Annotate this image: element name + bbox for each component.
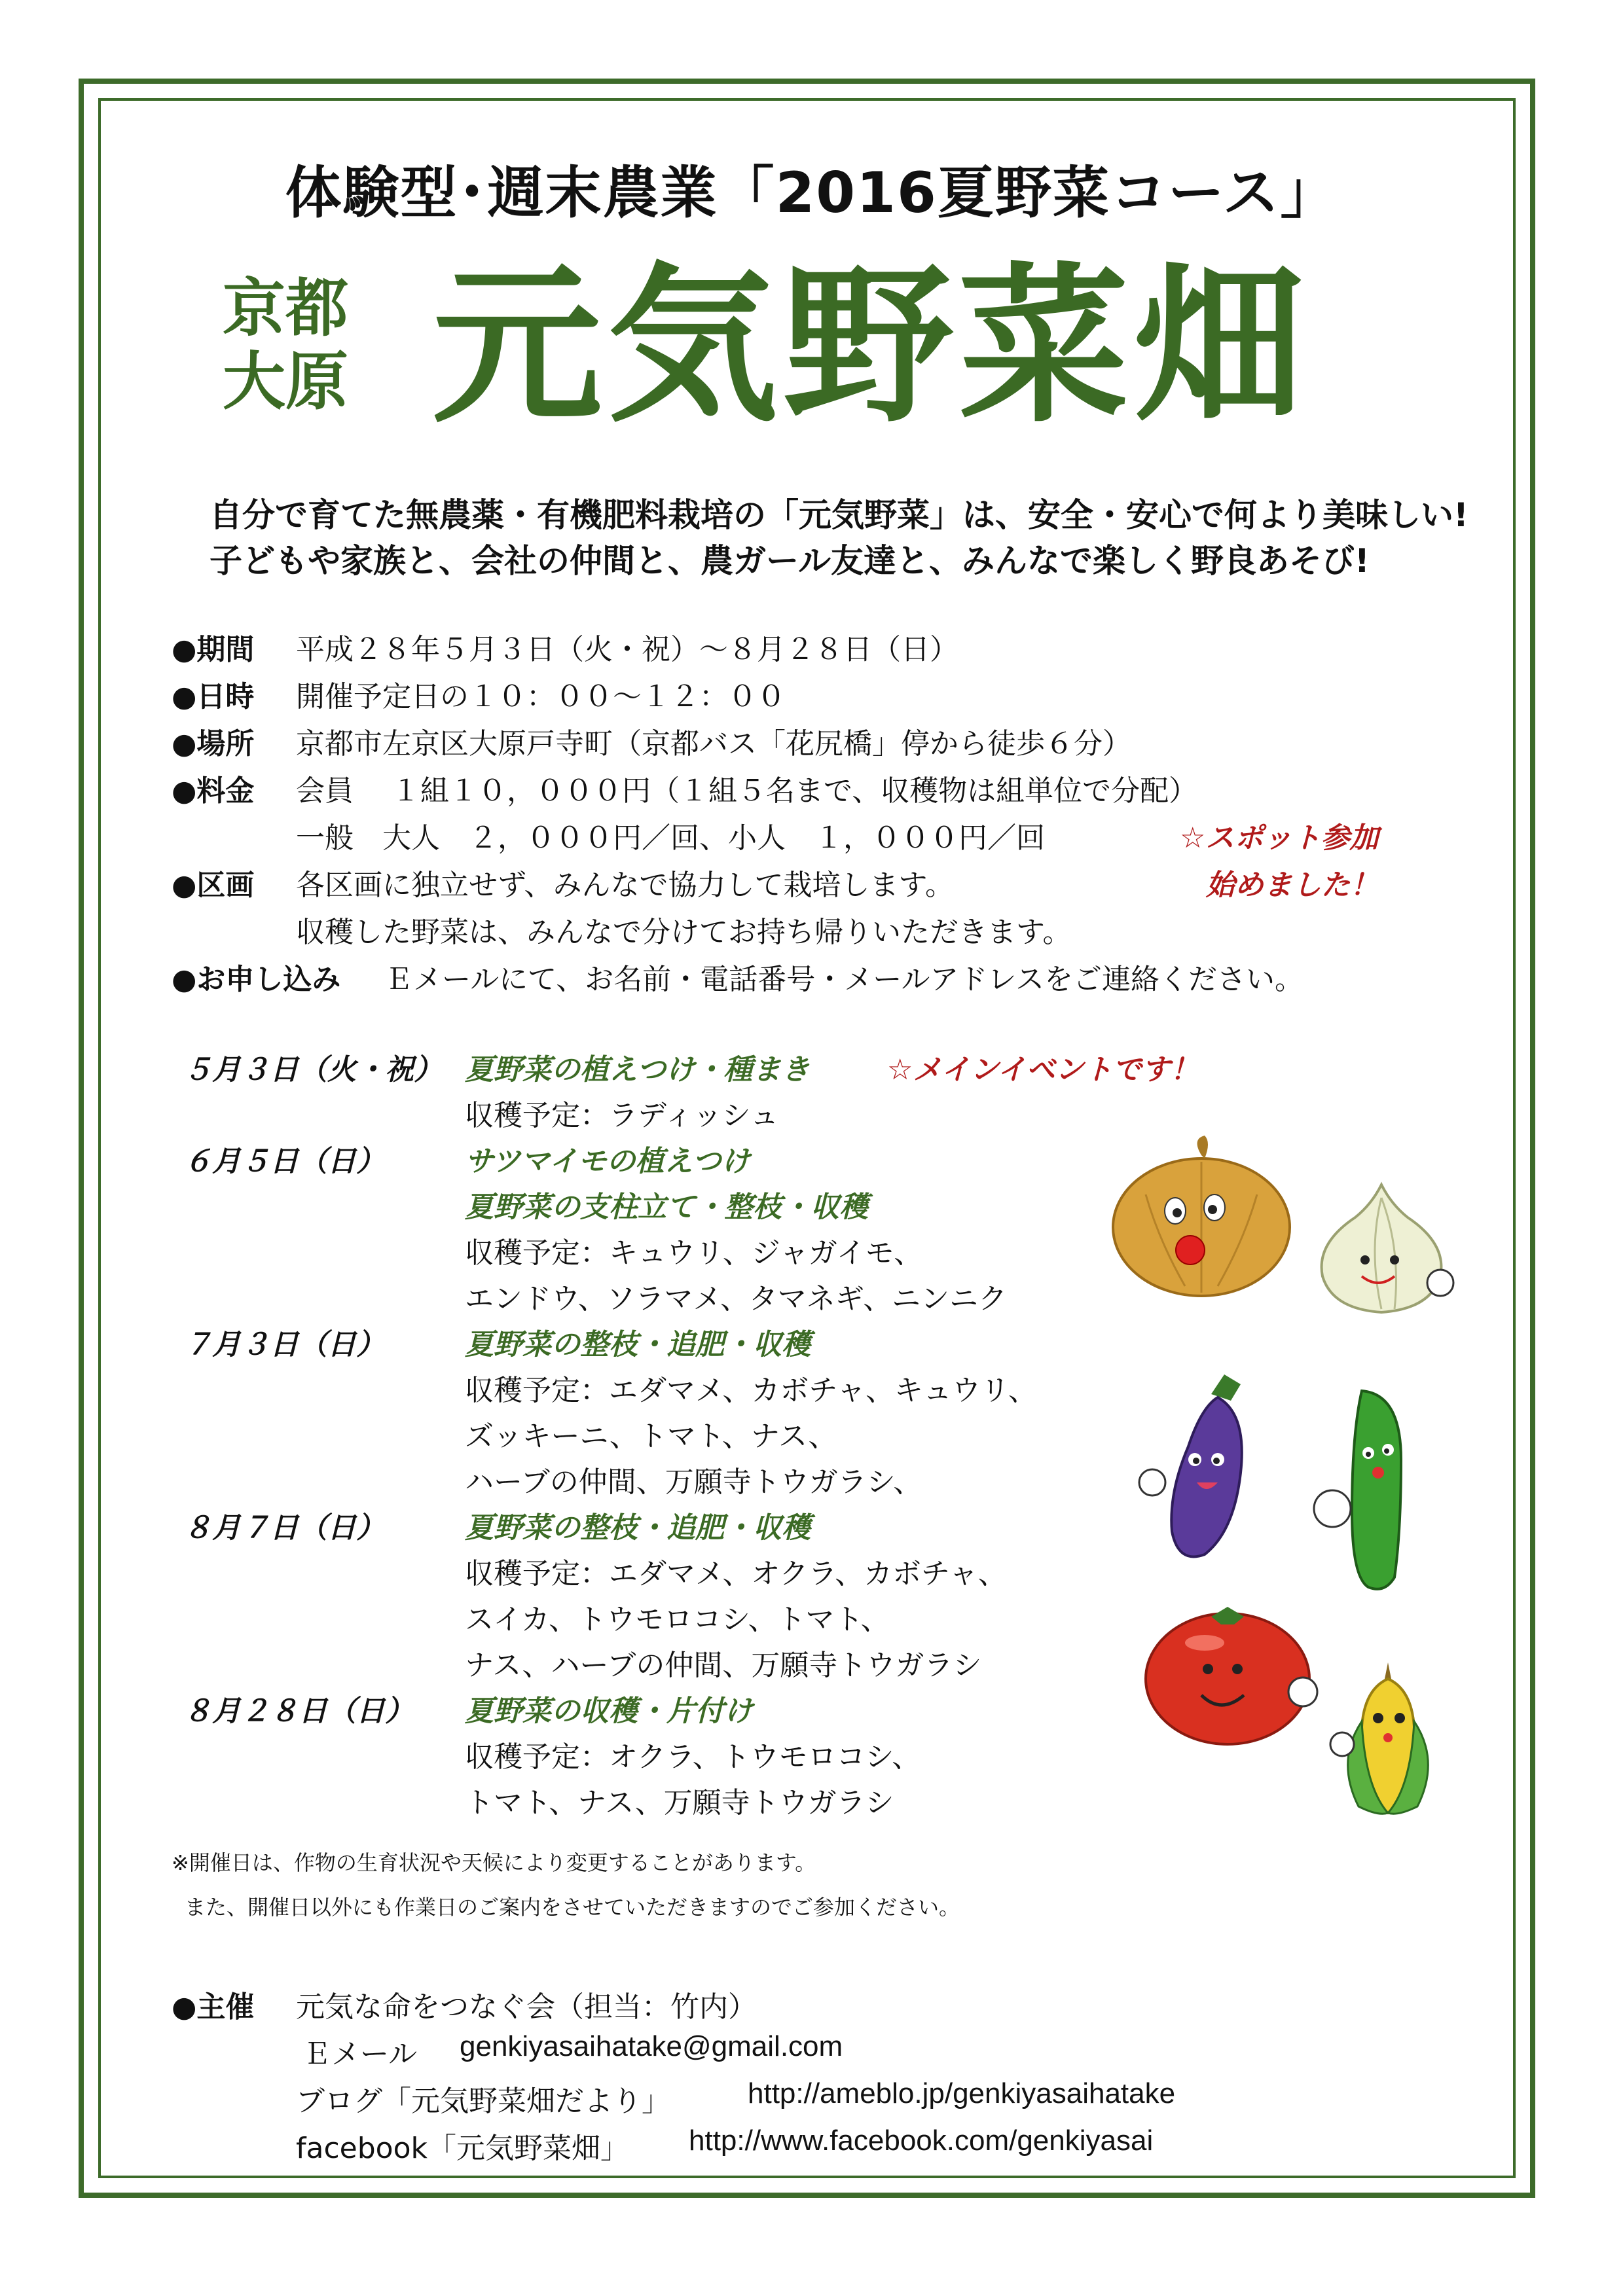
cucumber-character — [1303, 1381, 1434, 1597]
corn-character — [1322, 1656, 1453, 1820]
facebook-link[interactable]: http://www.facebook.com/genkiyasai — [689, 2125, 1154, 2157]
schedule-event: サツマイモの植えつけ — [465, 1145, 750, 1178]
harvest-text: 収穫予定：エダマメ、カボチャ、キュウリ、 — [465, 1374, 1037, 1407]
info-label: ●お申し込み — [172, 963, 341, 996]
info-value: 収穫した野菜は、みんなで分けてお持ち帰りいただきます。 — [296, 916, 1072, 949]
place-line-2: 大原 — [223, 345, 348, 418]
place-line-1: 京都 — [223, 272, 348, 345]
schedule-date: ５月３日（火・祝） — [183, 1053, 443, 1086]
garlic-character — [1309, 1178, 1460, 1322]
intro-line-1: 自分で育てた無農薬・有機肥料栽培の「元気野菜」は、安全・安心で何より美味しい! — [210, 496, 1468, 534]
subtitle: 体験型･週末農業「2016夏野菜コース」 — [285, 160, 1338, 226]
notes — [172, 1840, 960, 1929]
harvest-text: ズッキーニ、トマト、ナス、 — [465, 1420, 837, 1453]
note-line-1: ※開催日は、作物の生育状況や天候により変更することがあります。 — [172, 1850, 816, 1875]
organizer-name: 元気な命をつなぐ会（担当：竹内） — [296, 1990, 757, 2024]
harvest-text: トマト、ナス、万願寺トウガラシ — [465, 1786, 894, 1820]
blog-label: ブログ「元気野菜畑だより」 — [296, 2085, 670, 2118]
info-label: ●日時 — [172, 680, 255, 713]
schedule-event: 夏野菜の整枝・追肥・収穫 — [465, 1511, 811, 1545]
facebook-label: facebook「元気野菜畑」 — [296, 2132, 629, 2165]
onion-character — [1106, 1136, 1296, 1299]
harvest-text: 収穫予定：ラディッシュ — [465, 1099, 779, 1132]
schedule-date: ６月５日（日） — [183, 1145, 385, 1178]
harvest-text: ハーブの仲間、万願寺トウガラシ、 — [465, 1465, 922, 1499]
info-value: 一般 大人 ２，０００円／回、小人 １，０００円／回 — [296, 821, 1045, 855]
note-line-2: また、開催日以外にも作業日のご案内をさせていただきますのでご参加ください。 — [185, 1895, 960, 1920]
info-label: ●区画 — [172, 869, 255, 902]
schedule-date: ７月３日（日） — [183, 1328, 385, 1361]
blog-link[interactable]: http://ameblo.jp/genkiyasaihatake — [748, 2077, 1176, 2109]
spot-note-2: 始めました！ — [1206, 869, 1379, 902]
organizer-label: ●主催 — [172, 1990, 255, 2024]
info-value: 各区画に独立せず、みんなで協力して栽培します。 — [296, 869, 954, 902]
harvest-text: スイカ、トウモロコシ、トマト、 — [465, 1603, 890, 1636]
harvest-text: ナス、ハーブの仲間、万願寺トウガラシ — [465, 1649, 982, 1682]
harvest-text: 収穫予定：エダマメ、オクラ、カボチャ、 — [465, 1557, 1007, 1590]
email-link[interactable]: genkiyasaihatake@gmail.com — [460, 2030, 843, 2062]
place-name — [223, 272, 348, 418]
tomato-character — [1139, 1604, 1322, 1754]
main-title: 元気野菜畑 — [432, 248, 1309, 446]
intro-line-2: 子どもや家族と、会社の仲間と、農ガール友達と、みんなで楽しく野良あそび! — [210, 542, 1370, 580]
info-value: 会員 １組１０，０００円（１組５名まで、収穫物は組単位で分配） — [296, 774, 1198, 808]
info-value: 平成２８年５月３日（火・祝）～８月２８日（日） — [296, 633, 958, 666]
intro — [210, 492, 1468, 584]
harvest-text: エンドウ、ソラマメ、タマネギ、ニンニク — [465, 1282, 1008, 1316]
schedule-event: 夏野菜の植えつけ・種まき — [465, 1053, 811, 1086]
main-event-note: ☆メインイベントです！ — [887, 1053, 1199, 1086]
info-label: ●料金 — [172, 774, 255, 808]
email-label: Ｅメール — [302, 2037, 418, 2071]
schedule-date: ８月２８日（日） — [183, 1695, 414, 1728]
info-value: Ｅメールにて、お名前・電話番号・メールアドレスをご連絡ください。 — [384, 963, 1304, 996]
spot-note-1: ☆スポット参加 — [1180, 821, 1379, 855]
schedule-event: 夏野菜の整枝・追肥・収穫 — [465, 1328, 811, 1361]
info-label: ●期間 — [172, 633, 255, 666]
schedule-date: ８月７日（日） — [183, 1511, 385, 1545]
info-value: 京都市左京区大原戸寺町（京都バス「花尻橋」停から徒歩６分） — [296, 727, 1131, 761]
schedule-event: 夏野菜の支柱立て・整枝・収穫 — [465, 1191, 868, 1224]
info-label: ●場所 — [172, 727, 255, 761]
schedule-event: 夏野菜の収穫・片付け — [465, 1695, 753, 1728]
eggplant-character — [1126, 1368, 1277, 1564]
harvest-text: 収穫予定：キュウリ、ジャガイモ、 — [465, 1236, 923, 1270]
info-value: 開催予定日の１０：００～１２：００ — [296, 680, 786, 713]
harvest-text: 収穫予定：オクラ、トウモロコシ、 — [465, 1740, 921, 1774]
